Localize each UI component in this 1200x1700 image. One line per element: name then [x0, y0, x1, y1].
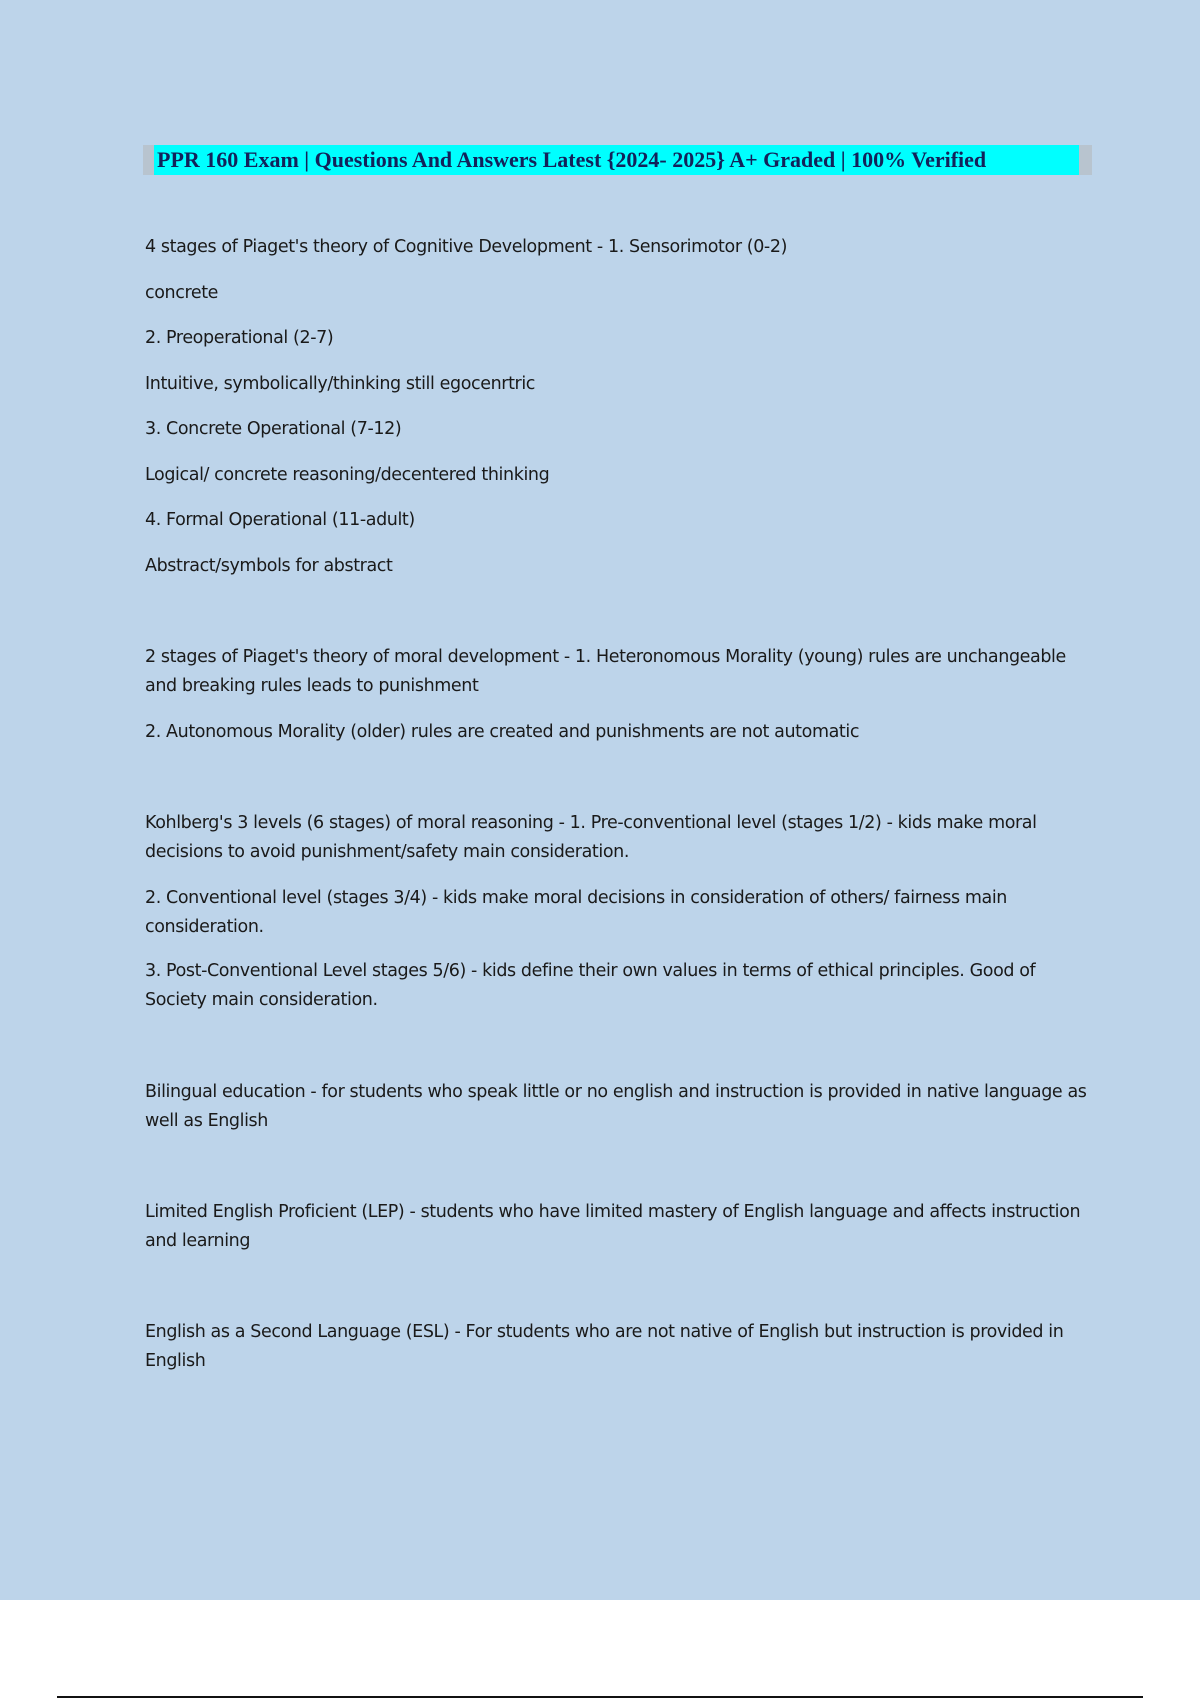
text-para-bilingual: Bilingual education - for students who speak little or no english and instruction is provided in native language as well as English — [145, 1082, 1087, 1131]
title-banner — [143, 145, 1092, 175]
text-para-esl: English as a Second Language (ESL) - For students who are not native of English but instruction is provided in English — [145, 1322, 1064, 1371]
text-para-post-conventional: 3. Post-Conventional Level stages 5/6) - kids define their own values in terms of ethical principles. Good of Society main consideration. — [145, 961, 1036, 1010]
text-line-intuitive: Intuitive, symbolically/thinking still egocenrtric — [145, 374, 536, 394]
text-line-autonomous-morality: 2. Autonomous Morality (older) rules are created and punishments are not automatic — [145, 722, 860, 742]
text-line-concrete: concrete — [145, 283, 219, 303]
document-title: PPR 160 Exam | Questions And Answers Latest {2024- 2025} A+ Graded | 100% Verified — [157, 147, 987, 172]
text-line-logical: Logical/ concrete reasoning/decentered thinking — [145, 465, 550, 485]
text-para-conventional: 2. Conventional level (stages 3/4) - kids make moral decisions in consideration of others/ fairness main consideration. — [145, 888, 1008, 937]
text-line-formal-operational: 4. Formal Operational (11-adult) — [145, 510, 415, 530]
text-para-lep: Limited English Proficient (LEP) - students who have limited mastery of English language and affects instruction and learning — [145, 1202, 1081, 1251]
text-line-concrete-operational: 3. Concrete Operational (7-12) — [145, 419, 402, 439]
text-para-kohlberg: Kohlberg's 3 levels (6 stages) of moral reasoning - 1. Pre-conventional level (stages 1/2) - kids make moral decisions to avoid punishment/safety main consideration. — [145, 813, 1037, 862]
text-line-preoperational: 2. Preoperational (2-7) — [145, 328, 334, 348]
footer-divider — [57, 1696, 1143, 1698]
text-para-piaget-moral: 2 stages of Piaget's theory of moral development - 1. Heteronomous Morality (young) rules are unchangeable and breaking rules leads to punishment — [145, 647, 1066, 696]
text-line-abstract: Abstract/symbols for abstract — [145, 556, 393, 576]
text-line-piaget-cognitive: 4 stages of Piaget's theory of Cognitive Development - 1. Sensorimotor (0-2) — [145, 237, 788, 257]
